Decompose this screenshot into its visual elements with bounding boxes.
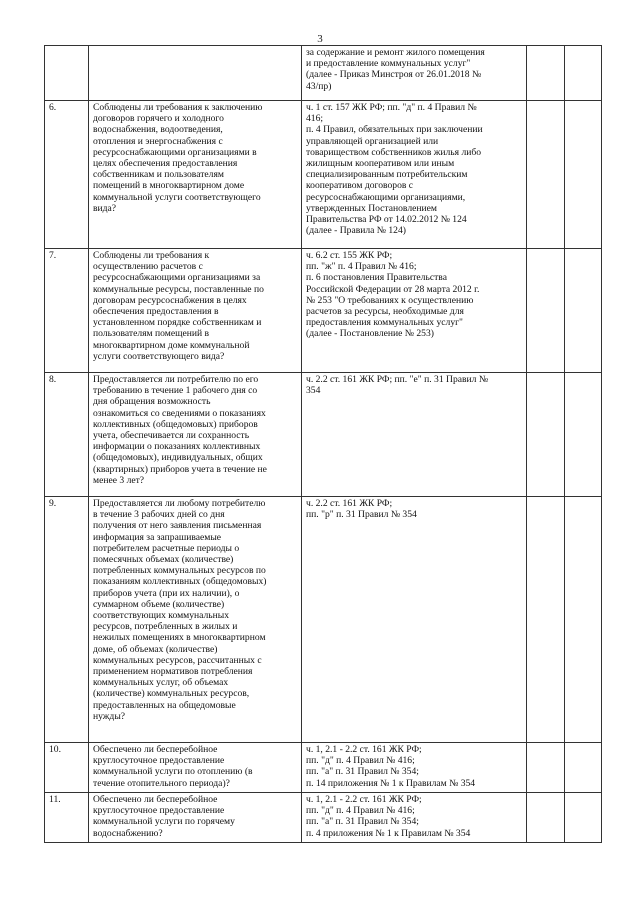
requirement-question: Соблюдены ли требования к заключению договоров горячего и холодного водоснабжения, водоотведения, отопления и энергоснабжения с ресурсоснабжающими организациями в целях обеспечения предоставления собственникам и пользователям помещений в многоквартирном доме коммунальной услуги соответствующего вида? — [89, 101, 302, 249]
empty-cell — [527, 101, 565, 249]
empty-cell — [564, 101, 602, 249]
row-number: 7. — [45, 249, 89, 373]
requirement-question: Обеспечено ли бесперебойное круглосуточное предоставление коммунальной услуги по горячему водоснабжению? — [89, 793, 302, 843]
row-number: 6. — [45, 101, 89, 249]
requirement-question — [89, 46, 302, 101]
empty-cell — [564, 793, 602, 843]
table-row — [45, 249, 602, 373]
row-number: 10. — [45, 743, 89, 793]
requirement-question: Предоставляется ли любому потребителю в течение 3 рабочих дней со дня получения от него заявления письменная информация за запрашиваемые потребителем расчетные периоды о помесячных объемах (количестве) потребленных коммунальных ресурсов по показаниям коллективных (общедомовых) приборов учета (при их наличии), о суммарном объеме (количестве) соответствующих коммунальных ресурсов, потребленных в жилых и нежилых помещениях в многоквартирном доме, об объемах (количестве) коммунальных ресурсов, рассчитанных с применением нормативов потребления коммунальных услуг, об объемах (количестве) коммунальных ресурсов, предоставленных на общедомовые нужды? — [89, 497, 302, 743]
legal-reference: ч. 1, 2.1 - 2.2 ст. 161 ЖК РФ; пп. "д" п. 4 Правил № 416; пп. "а" п. 31 Правил № 354; п. 14 приложения № 1 к Правилам № 354 — [302, 743, 527, 793]
empty-cell — [527, 793, 565, 843]
legal-reference: ч. 2.2 ст. 161 ЖК РФ; пп. "р" п. 31 Правил № 354 — [302, 497, 527, 743]
legal-reference: ч. 2.2 ст. 161 ЖК РФ; пп. "е" п. 31 Правил № 354 — [302, 373, 527, 497]
table-row — [45, 743, 602, 793]
legal-reference: за содержание и ремонт жилого помещения и предоставление коммунальных услуг" (далее - Приказ Минстроя от 26.01.2018 № 43/пр) — [302, 46, 527, 101]
requirement-question: Предоставляется ли потребителю по его требованию в течение 1 рабочего дня со дня обращения возможность ознакомиться со сведениями о показаниях коллективных (общедомовых) приборов учета, обеспечивается ли сохранность информации о показаниях коллективных (общедомовых), индивидуальных, общих (квартирных) приборов учета в течение не менее 3 лет? — [89, 373, 302, 497]
table-row — [45, 101, 602, 249]
empty-cell — [527, 46, 565, 101]
empty-cell — [527, 373, 565, 497]
legal-reference: ч. 1, 2.1 - 2.2 ст. 161 ЖК РФ; пп. "д" п. 4 Правил № 416; пп. "а" п. 31 Правил № 354; п. 4 приложения № 1 к Правилам № 354 — [302, 793, 527, 843]
empty-cell — [527, 249, 565, 373]
row-number — [45, 46, 89, 101]
row-number: 8. — [45, 373, 89, 497]
empty-cell — [527, 497, 565, 743]
empty-cell — [527, 743, 565, 793]
requirement-question: Обеспечено ли бесперебойное круглосуточное предоставление коммунальной услуги по отоплению (в течение отопительного периода)? — [89, 743, 302, 793]
legal-reference: ч. 1 ст. 157 ЖК РФ; пп. "д" п. 4 Правил № 416; п. 4 Правил, обязательных при заключении управляющей организацией или товариществом собственников жилья либо жилищным кооперативом или иным специализированным потребительским кооперативом договоров с ресурсоснабжающими организациями, утвержденных Постановлением Правительства РФ от 14.02.2012 № 124 (далее - Правила № 124) — [302, 101, 527, 249]
table-row — [45, 497, 602, 743]
empty-cell — [564, 249, 602, 373]
table-row — [45, 46, 602, 101]
empty-cell — [564, 373, 602, 497]
empty-cell — [564, 497, 602, 743]
checklist-table — [44, 45, 602, 843]
table-row — [45, 373, 602, 497]
page-number: 3 — [317, 33, 323, 45]
row-number: 9. — [45, 497, 89, 743]
empty-cell — [564, 46, 602, 101]
table-row — [45, 793, 602, 843]
row-number: 11. — [45, 793, 89, 843]
legal-reference: ч. 6.2 ст. 155 ЖК РФ; пп. "ж" п. 4 Правил № 416; п. 6 постановления Правительства Российской Федерации от 28 марта 2012 г. № 253 "О требованиях к осуществлению расчетов за ресурсы, необходимые для предоставления коммунальных услуг" (далее - Постановление № 253) — [302, 249, 527, 373]
requirement-question: Соблюдены ли требования к осуществлению расчетов с ресурсоснабжающими организациями за коммунальные ресурсы, поставленные по договорам ресурсоснабжения в целях обеспечения предоставления в установленном порядке собственникам и пользователям помещений в многоквартирном доме коммунальной услуги соответствующего вида? — [89, 249, 302, 373]
empty-cell — [564, 743, 602, 793]
